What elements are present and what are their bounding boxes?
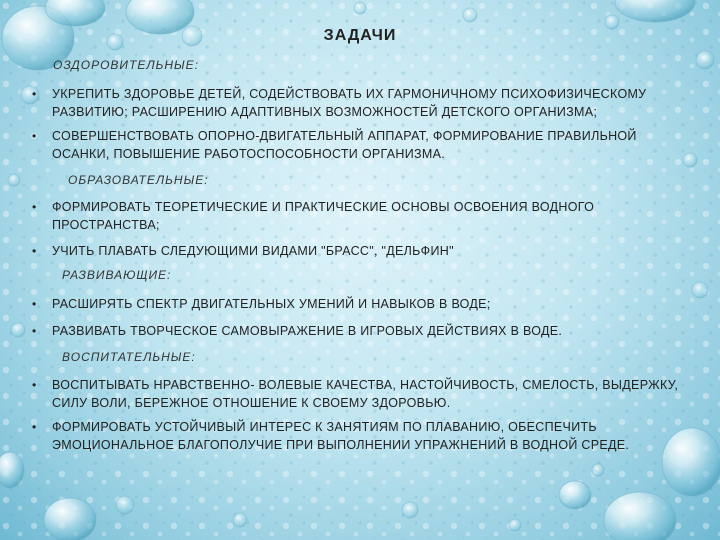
bullet-icon: • bbox=[32, 87, 37, 101]
slide-title: ЗАДАЧИ bbox=[323, 27, 397, 44]
list-item bbox=[32, 242, 682, 260]
list-item bbox=[32, 85, 682, 121]
list-item-text: ФОРМИРОВАТЬ ТЕОРЕТИЧЕСКИЕ И ПРАКТИЧЕСКИЕ ОСНОВЫ ОСВОЕНИЯ ВОДНОГО ПРОСТРАНСТВА; bbox=[52, 200, 595, 232]
bullet-icon: • bbox=[32, 297, 37, 311]
list-item bbox=[32, 376, 682, 412]
list-item-text: РАСШИРЯТЬ СПЕКТР ДВИГАТЕЛЬНЫХ УМЕНИЙ И НАВЫКОВ В ВОДЕ; bbox=[52, 297, 491, 311]
list-item-text: СОВЕРШЕНСТВОВАТЬ ОПОРНО-ДВИГАТЕЛЬНЫЙ АППАРАТ, ФОРМИРОВАНИЕ ПРАВИЛЬНОЙ ОСАНКИ, ПОВЫШЕНИЕ РАБОТОСПОСОБНОСТИ ОРГАНИЗМА. bbox=[52, 129, 637, 161]
bullet-icon: • bbox=[32, 244, 37, 258]
bullet-icon: • bbox=[32, 200, 37, 214]
bullet-icon: • bbox=[32, 378, 37, 392]
section-label-developing: РАЗВИВАЮЩИЕ: bbox=[62, 268, 172, 282]
section-label-educational: ОБРАЗОВАТЕЛЬНЫЕ: bbox=[68, 173, 209, 187]
list-item bbox=[32, 322, 682, 340]
list-item-text: ФОРМИРОВАТЬ УСТОЙЧИВЫЙ ИНТЕРЕС К ЗАНЯТИЯМ ПО ПЛАВАНИЮ, ОБЕСПЕЧИТЬ ЭМОЦИОНАЛЬНОЕ БЛАГОПОЛУЧИЕ ПРИ ВЫПОЛНЕНИИ УПРАЖНЕНИЙ В ВОДНОЙ СРЕДЕ. bbox=[52, 420, 630, 452]
list-item-text: УКРЕПИТЬ ЗДОРОВЬЕ ДЕТЕЙ, СОДЕЙСТВОВАТЬ ИХ ГАРМОНИЧНОМУ ПСИХОФИЗИЧЕСКОМУ РАЗВИТИЮ; РАСШИРЕНИЮ АДАПТИВНЫХ ВОЗМОЖНОСТЕЙ ДЕТСКОГО ОРГАНИЗМА; bbox=[52, 87, 647, 119]
list-item bbox=[32, 418, 682, 454]
list-item bbox=[32, 198, 682, 234]
list-item-text: ВОСПИТЫВАТЬ НРАВСТВЕННО- ВОЛЕВЫЕ КАЧЕСТВА, НАСТОЙЧИВОСТЬ, СМЕЛОСТЬ, ВЫДЕРЖКУ, СИЛУ ВОЛИ, БЕРЕЖНОЕ ОТНОШЕНИЕ К СВОЕМУ ЗДОРОВЬЮ. bbox=[52, 378, 679, 410]
list-item bbox=[32, 295, 682, 313]
bullet-icon: • bbox=[32, 420, 37, 434]
bullet-icon: • bbox=[32, 324, 37, 338]
list-item bbox=[32, 127, 682, 163]
section-label-health: ОЗДОРОВИТЕЛЬНЫЕ: bbox=[53, 58, 200, 72]
bullet-icon: • bbox=[32, 129, 37, 143]
list-item-text: УЧИТЬ ПЛАВАТЬ СЛЕДУЮЩИМИ ВИДАМИ "БРАСС", "ДЕЛЬФИН" bbox=[52, 244, 454, 258]
section-label-upbringing: ВОСПИТАТЕЛЬНЫЕ: bbox=[62, 350, 196, 364]
list-item-text: РАЗВИВАТЬ ТВОРЧЕСКОЕ САМОВЫРАЖЕНИЕ В ИГРОВЫХ ДЕЙСТВИЯХ В ВОДЕ. bbox=[52, 324, 563, 338]
